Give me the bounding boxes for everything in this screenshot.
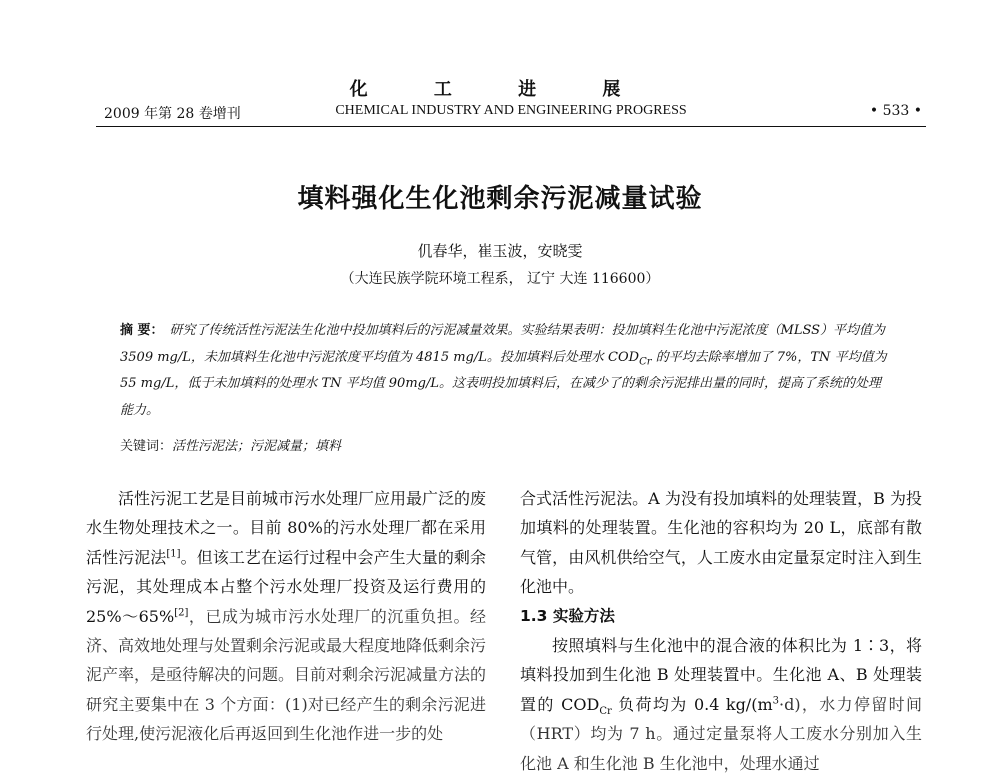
authors: 仉春华，崔玉波，安晓雯 bbox=[417, 242, 583, 260]
citation-ref-1: [1] bbox=[166, 548, 181, 560]
intro-text-3: ，已成为城市污水处理厂的沉重负担。经济、高效地处理与处置剩余污泥或最大程度地降低剩余污泥产率，是亟待解决的问题。目前对剩余污泥减量方法的研究主要集中在 3 个方面：(1)对已经产生的剩余污泥进行处理,使污泥液化后再返回到生化池作进一步的处 bbox=[86, 606, 487, 744]
apparatus-paragraph: 合式活性污泥法。A 为没有投加填料的处理装置，B 为投加填料的处理装置。生化池的容积均为 20 L，底部有散气管，由风机供给空气，人工废水由定量泵定时注入到生化池中。 bbox=[520, 489, 922, 597]
page-number: • 533 • bbox=[869, 103, 922, 119]
method-paragraph bbox=[520, 631, 922, 778]
section-heading-1-3: 1.3 实验方法 bbox=[520, 606, 615, 625]
intro-text-2: 。但该工艺在运行过程中会产生大量的剩余污泥，其处理成本占整个污水处理厂投资及运行费用的 25%～65% bbox=[86, 547, 486, 626]
keywords-label: 关键词： bbox=[120, 439, 173, 454]
abstract-text-1: 研究了传统活性污泥法生化池中投加填料后的污泥减量效果。实验结果表明：投加填料生化池中污泥浓度（MLSS）平均值为 3509 mg/L，未加填料生化池中污泥浓度平均值为 4815 mg/L。投加填料后处理水 COD bbox=[120, 323, 886, 365]
intro-paragraph bbox=[86, 484, 486, 749]
method-cod-subscript: Cr bbox=[599, 706, 612, 718]
body-column-left bbox=[86, 484, 486, 749]
method-unit-superscript: 3 bbox=[772, 695, 779, 707]
body-column-right bbox=[520, 484, 922, 778]
issue-info: 2009 年第 28 卷增刊 bbox=[104, 106, 241, 122]
affiliation: （大连民族学院环境工程系， 辽宁 大连 116600） bbox=[340, 271, 660, 287]
abstract-text-2: 的平均去除率增加了 7%，TN 平均值为 55 mg/L，低于未加填料的处理水 TN 平均值 90mg/L。这表明投加填料后，在减少了的剩余污泥排出量的同时，提高了系统的处理能力。 bbox=[120, 349, 887, 418]
keywords bbox=[120, 434, 890, 460]
method-text-1: 按照填料与生化池中的混合液的体积比为 1∶3，将填料投加到生化池 B 处理装置中。生化池 A、B 处理装置的 COD bbox=[520, 636, 922, 714]
running-header bbox=[96, 103, 926, 125]
keywords-text: 活性污泥法；污泥减量；填料 bbox=[172, 439, 342, 454]
method-text-2: 负荷均为 0.4 kg/(m bbox=[611, 694, 773, 714]
citation-ref-2: [2] bbox=[174, 607, 189, 619]
header-rule bbox=[96, 126, 926, 127]
journal-name-cn: 化 工 进 展 bbox=[349, 79, 651, 100]
article-title: 填料强化生化池剩余污泥减量试验 bbox=[297, 184, 703, 214]
intro-text-1: 活性污泥工艺是目前城市污水处理厂应用最广泛的废水生物处理技术之一。目前 80%的污水处理厂都在采用活性污泥法 bbox=[86, 489, 487, 567]
journal-name-en: CHEMICAL INDUSTRY AND ENGINEERING PROGRESS bbox=[335, 103, 687, 118]
abstract bbox=[120, 318, 890, 424]
method-text-3: ·d)，水力停留时间（HRT）均为 7 h。通过定量泵将人工废水分别加入生化池 A 和生化池 B 生化池中，处理水通过 bbox=[520, 694, 922, 773]
abstract-label: 摘 要： bbox=[120, 323, 164, 338]
abstract-cod-subscript: Cr bbox=[639, 356, 652, 368]
